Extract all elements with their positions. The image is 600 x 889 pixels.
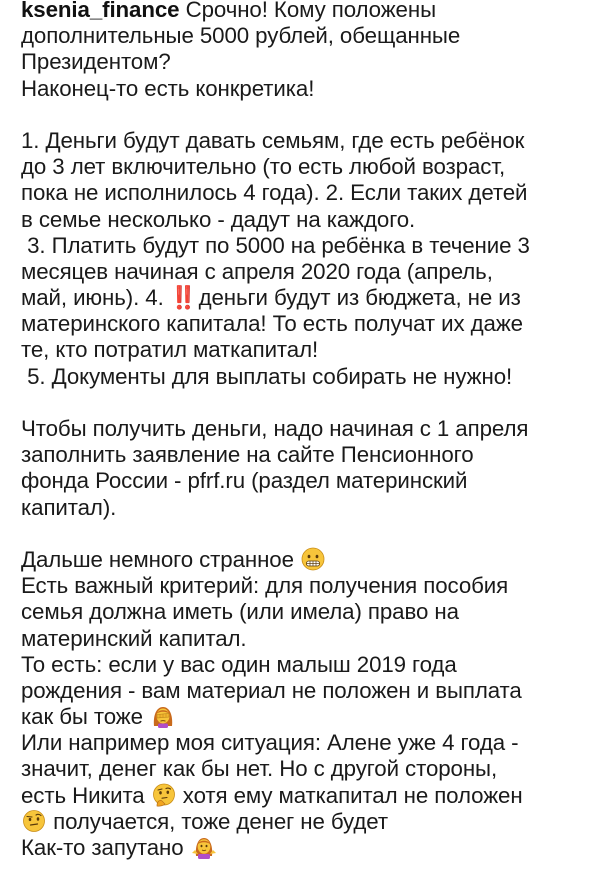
caption-line-3: Президентом? [21, 49, 171, 75]
caption-line-26: Или например моя ситуация: Алене уже 4 года - [21, 730, 519, 756]
paragraph-gap [21, 390, 595, 416]
caption-line-29 [21, 809, 595, 835]
caption-line-28 [21, 783, 595, 809]
caption-line-2: дополнительные 5000 рублей, обещанные [21, 23, 461, 49]
caption-text: Срочно! Кому положены [185, 0, 436, 22]
caption-line-13: те, кто потратил маткапитал! [21, 337, 319, 363]
caption-line-18: капитал). [21, 494, 117, 520]
caption-line-16: заполнить заявление на сайте Пенсионного [21, 442, 474, 468]
caption-line-25 [21, 704, 595, 730]
caption-text: Как-то запутано [21, 835, 190, 860]
username-link[interactable]: ksenia_finance [21, 0, 180, 22]
caption-line-15: Чтобы получить деньги, надо начиная с 1 апреля [21, 416, 529, 441]
caption-line-23: То есть: если у вас один малыш 2019 года [21, 651, 457, 677]
shrug-person-icon [191, 835, 217, 865]
caption-line-5: 1. Деньги будут давать семьям, где есть ребёнок [21, 127, 525, 153]
caption-line-22: материнский капитал. [21, 625, 247, 651]
caption-line-19 [21, 547, 595, 573]
caption-line-7: пока не исполнилось 4 года). 2. Если таких детей [21, 180, 528, 206]
caption-text: май, июнь). 4. [21, 285, 170, 311]
caption-line-27: значит, денег как бы нет. Но с другой стороны, [21, 756, 498, 782]
caption-line-8: в семье несколько - дадут на каждого. [21, 206, 416, 232]
double-exclamation-icon: ‼️ [169, 285, 196, 311]
caption-line-6: до 3 лет включительно (то есть любой возраст, [21, 154, 506, 180]
caption-line-1 [21, 0, 595, 23]
caption-line-4: Наконец-то есть конкретика! [21, 75, 315, 101]
caption-line-30 [21, 835, 595, 861]
caption-text: получается, тоже денег не будет [47, 808, 388, 834]
caption-line-14: 5. Документы для выплаты собирать не нужно! [21, 363, 513, 389]
caption-line-20: Есть важный критерий: для получения пособия [21, 573, 509, 599]
caption-text: хотя ему маткапитал не положен [176, 782, 523, 808]
caption-text: деньги будут из бюджета, не из [198, 285, 521, 311]
caption-text: как бы тоже [21, 704, 150, 730]
paragraph-gap [21, 102, 595, 128]
caption-line-21: семья должна иметь (или имела) право на [21, 599, 459, 625]
caption-line-12: материнского капитала! То есть получат их даже [21, 311, 523, 337]
caption-line-24: рождения - вам материал не положен и выплата [21, 677, 522, 703]
caption-line-17: фонда России - pfrf.ru (раздел материнский [21, 468, 468, 494]
paragraph-gap [21, 521, 595, 547]
caption-line-11 [21, 285, 595, 311]
caption-line-10: месяцев начиная с апреля 2020 года (апрель, [21, 258, 493, 284]
caption-line-9: 3. Платить будут по 5000 на ребёнка в течение 3 [21, 232, 530, 258]
caption-text: Дальше немного странное [21, 546, 300, 572]
post-caption [21, 0, 595, 861]
caption-text: есть Никита [21, 782, 151, 808]
